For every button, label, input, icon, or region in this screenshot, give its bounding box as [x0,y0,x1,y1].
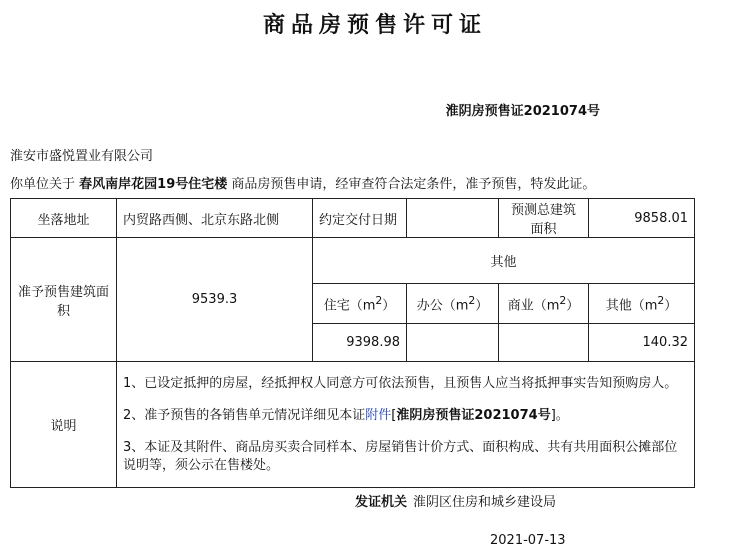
issuing-authority [355,491,556,510]
column-commercial: 商业$(m^2)$ [499,284,589,324]
approved-area-label: 准予预售建筑面积 [11,238,117,362]
attachment-ref: 淮阴房预售证2021074号 [396,407,551,423]
presale-permit-table [10,198,695,488]
commercial-value [499,324,589,362]
approved-area-value: 9539.3 [117,238,313,362]
document-title: 商品房预售许可证 [262,13,487,38]
project-name: 春风南岸花园19号住宅楼 [79,177,228,192]
intro-statement [10,173,595,192]
column-other: 其他$(m^2)$ [589,284,695,324]
note-2: 2、准予预售的各销售单元情况详细见本证附件[淮阴房预售证2021074号]。 [123,407,569,423]
notes-label: 说明 [11,362,117,488]
other-group-header: 其他 [313,238,695,284]
company-name: 淮安市盛悦置业有限公司 [10,149,154,164]
delivery-date-label: 约定交付日期 [313,199,407,238]
residential-value: 9398.98 [313,324,407,362]
other-value: 140.32 [589,324,695,362]
note-3: 3、本证及其附件、商品房买卖合同样本、房屋销售计价方式、面积构成、共有共用面积公摊部位说明等，须公示在售楼处。 [123,439,678,473]
attachment-link[interactable]: 附件 [365,407,392,423]
total-area-label: 预测总建筑面积 [499,199,589,238]
delivery-date-value [407,199,499,238]
office-value [407,324,499,362]
certificate-number: 淮阴房预售证2021074号 [445,104,600,119]
notes-content [117,362,695,488]
intro-prefix: 你单位关于 [10,177,76,192]
issuer-name: 淮阴区住房和城乡建设局 [413,495,557,510]
issuer-label: 发证机关 [355,495,408,510]
issue-date: 2021-07-13 [490,533,566,548]
note-1: 1、已设定抵押的房屋，经抵押权人同意方可依法预售，且预售人应当将抵押事实告知预购房人。 [123,375,678,391]
intro-suffix: 商品房预售申请，经审查符合法定条件，准予预售，特发此证。 [231,177,596,192]
location-label: 坐落地址 [11,199,117,238]
location-value: 内贸路西侧、北京东路北侧 [117,199,313,238]
column-residential: 住宅$(m^2)$ [313,284,407,324]
column-office: 办公$(m^2)$ [407,284,499,324]
total-area-value: 9858.01 [589,199,695,238]
